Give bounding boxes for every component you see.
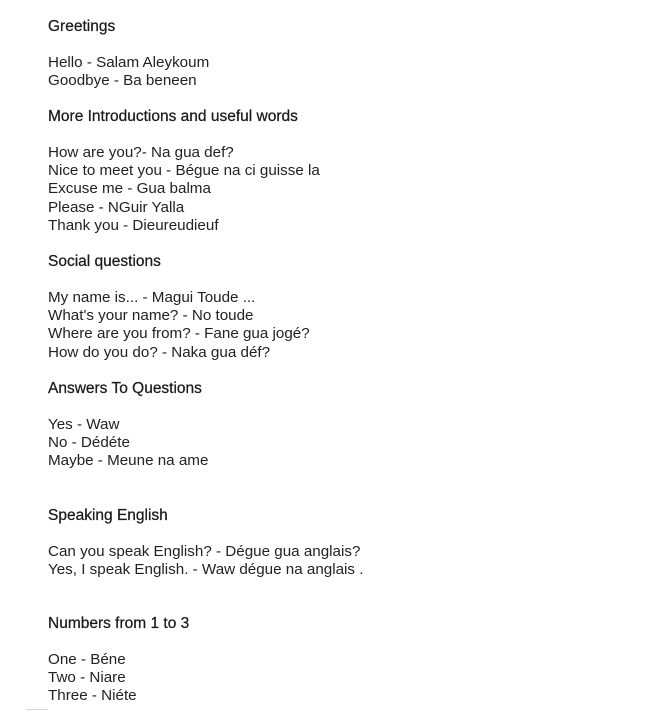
phrase-line: Two - Niare xyxy=(48,669,126,687)
phrase-line: Yes, I speak English. - Waw dégue na anglais . xyxy=(48,561,364,579)
section-speaking-english xyxy=(48,507,363,579)
phrase-line: Where are you from? - Fane gua jogé? xyxy=(48,325,310,343)
phrase-line: Maybe - Meune na ame xyxy=(48,452,209,470)
section-heading: Social questions xyxy=(48,253,161,270)
section-introductions xyxy=(48,108,320,235)
phrase-list xyxy=(48,54,209,90)
phrase-line: Please - NGuir Yalla xyxy=(48,198,185,216)
section-heading: Speaking English xyxy=(48,507,168,524)
phrase-list xyxy=(48,416,208,471)
phrase-line: Three - Niéte xyxy=(48,687,137,705)
section-answers xyxy=(48,380,208,471)
phrase-line: My name is... - Magui Toude ... xyxy=(48,289,256,306)
phrase-list xyxy=(48,651,189,706)
phrase-line: Goodbye - Ba beneen xyxy=(48,72,197,90)
phrase-line: Nice to meet you - Bégue na ci guisse la xyxy=(48,162,320,180)
section-numbers xyxy=(48,615,189,706)
phrase-line: What's your name? - No toude xyxy=(48,307,254,325)
section-heading: Answers To Questions xyxy=(48,380,202,397)
phrase-line: How are you?- Na gua def? xyxy=(48,144,234,161)
phrase-line: How do you do? - Naka gua déf? xyxy=(48,343,271,361)
phrase-list xyxy=(48,289,310,362)
phrase-line: One - Béne xyxy=(48,651,126,668)
phrase-line: Can you speak English? - Dégue gua anglais? xyxy=(48,543,361,560)
phrase-line: Thank you - Dieureudieuf xyxy=(48,216,219,234)
section-heading: Greetings xyxy=(48,18,116,35)
phrase-list xyxy=(48,543,363,579)
phrase-line: Hello - Salam Aleykoum xyxy=(48,54,210,71)
phrase-line: No - Dédéte xyxy=(48,434,130,452)
section-social-questions xyxy=(48,253,310,362)
phrase-list xyxy=(48,144,320,235)
phrase-line: Excuse me - Gua balma xyxy=(48,180,211,198)
phrase-line: Yes - Waw xyxy=(48,416,120,433)
section-heading: Numbers from 1 to 3 xyxy=(48,615,190,632)
section-greetings xyxy=(48,18,209,90)
page-edge-divider xyxy=(26,709,48,710)
section-heading: More Introductions and useful words xyxy=(48,108,298,125)
